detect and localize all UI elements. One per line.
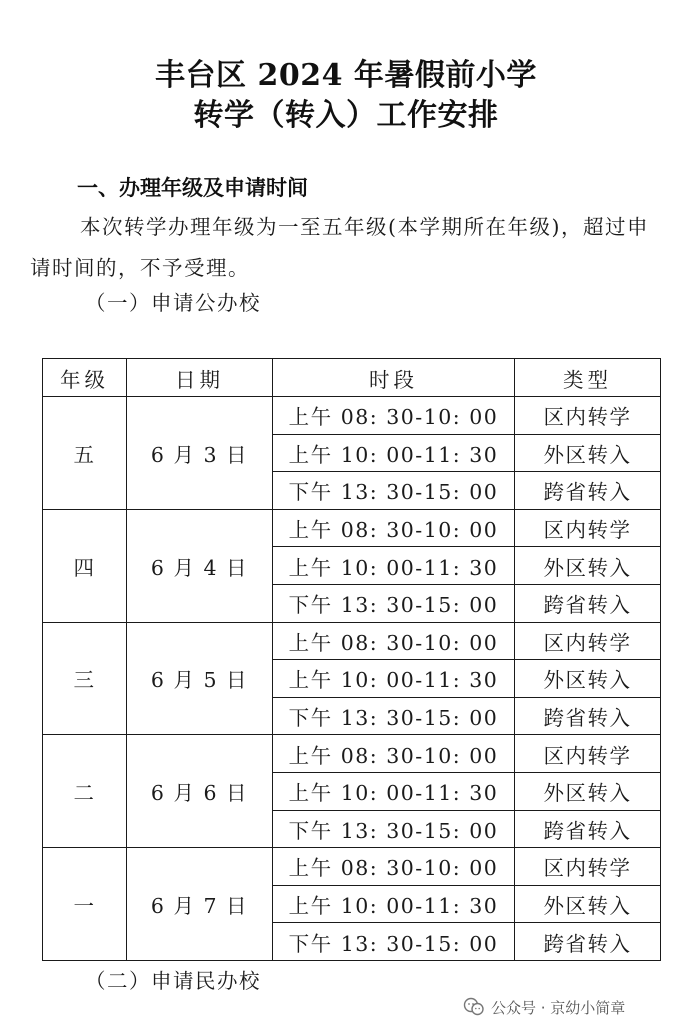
time-slot-cell: 上午 08: 30-10: 00 (273, 848, 515, 886)
time-slot-cell: 下午 13: 30-15: 00 (273, 810, 515, 848)
time-slot-cell: 下午 13: 30-15: 00 (273, 923, 515, 961)
grade-cell: 四 (43, 509, 127, 622)
intro-paragraph-line2: 请时间的，不予受理。 (30, 256, 250, 280)
schedule-table-body (43, 397, 661, 961)
subsection-public-school-heading: （一）申请公办校 (85, 291, 261, 315)
table-row (43, 848, 661, 886)
time-slot-cell: 下午 13: 30-15: 00 (273, 584, 515, 622)
header-time: 时段 (273, 359, 515, 397)
watermark-text: 公众号 · 京幼小简章 (491, 998, 626, 1017)
transfer-type-cell: 区内转学 (515, 735, 661, 773)
time-slot-cell: 上午 10: 00-11: 30 (273, 772, 515, 810)
section1-heading: 一、办理年级及申请时间 (77, 176, 308, 200)
date-cell: 6 月 4 日 (127, 509, 273, 622)
time-slot-cell: 上午 10: 00-11: 30 (273, 660, 515, 698)
transfer-type-cell: 外区转入 (515, 772, 661, 810)
time-slot-cell: 上午 08: 30-10: 00 (273, 397, 515, 435)
time-slot-cell: 上午 10: 00-11: 30 (273, 434, 515, 472)
date-cell: 6 月 6 日 (127, 735, 273, 848)
document-title-line1: 丰台区 2024 年暑假前小学 (155, 58, 537, 93)
time-slot-cell: 上午 10: 00-11: 30 (273, 885, 515, 923)
grade-cell: 一 (43, 848, 127, 961)
header-date: 日期 (127, 359, 273, 397)
transfer-type-cell: 区内转学 (515, 848, 661, 886)
transfer-type-cell: 外区转入 (515, 660, 661, 698)
subsection-private-school-heading: （二）申请民办校 (85, 969, 261, 993)
schedule-table (42, 358, 661, 961)
table-row (43, 397, 661, 435)
time-slot-cell: 下午 13: 30-15: 00 (273, 697, 515, 735)
document-title-line2: 转学（转入）工作安排 (193, 98, 499, 133)
date-cell: 6 月 3 日 (127, 397, 273, 510)
transfer-type-cell: 外区转入 (515, 434, 661, 472)
date-cell: 6 月 7 日 (127, 848, 273, 961)
header-grade: 年级 (43, 359, 127, 397)
table-header-row (43, 359, 661, 397)
header-type: 类型 (515, 359, 661, 397)
transfer-type-cell: 跨省转入 (515, 810, 661, 848)
time-slot-cell: 下午 13: 30-15: 00 (273, 472, 515, 510)
grade-cell: 三 (43, 622, 127, 735)
transfer-type-cell: 外区转入 (515, 885, 661, 923)
wechat-channel-icon (463, 996, 485, 1018)
transfer-type-cell: 区内转学 (515, 622, 661, 660)
transfer-type-cell: 跨省转入 (515, 697, 661, 735)
transfer-type-cell: 外区转入 (515, 547, 661, 585)
transfer-type-cell: 跨省转入 (515, 584, 661, 622)
transfer-type-cell: 跨省转入 (515, 472, 661, 510)
table-row (43, 735, 661, 773)
table-row (43, 509, 661, 547)
table-row (43, 622, 661, 660)
time-slot-cell: 上午 10: 00-11: 30 (273, 547, 515, 585)
transfer-type-cell: 区内转学 (515, 509, 661, 547)
time-slot-cell: 上午 08: 30-10: 00 (273, 735, 515, 773)
grade-cell: 二 (43, 735, 127, 848)
intro-paragraph-line1: 本次转学办理年级为一至五年级(本学期所在年级)，超过申 (80, 215, 649, 239)
grade-cell: 五 (43, 397, 127, 510)
transfer-type-cell: 区内转学 (515, 397, 661, 435)
transfer-type-cell: 跨省转入 (515, 923, 661, 961)
time-slot-cell: 上午 08: 30-10: 00 (273, 509, 515, 547)
date-cell: 6 月 5 日 (127, 622, 273, 735)
watermark (463, 996, 625, 1018)
time-slot-cell: 上午 08: 30-10: 00 (273, 622, 515, 660)
